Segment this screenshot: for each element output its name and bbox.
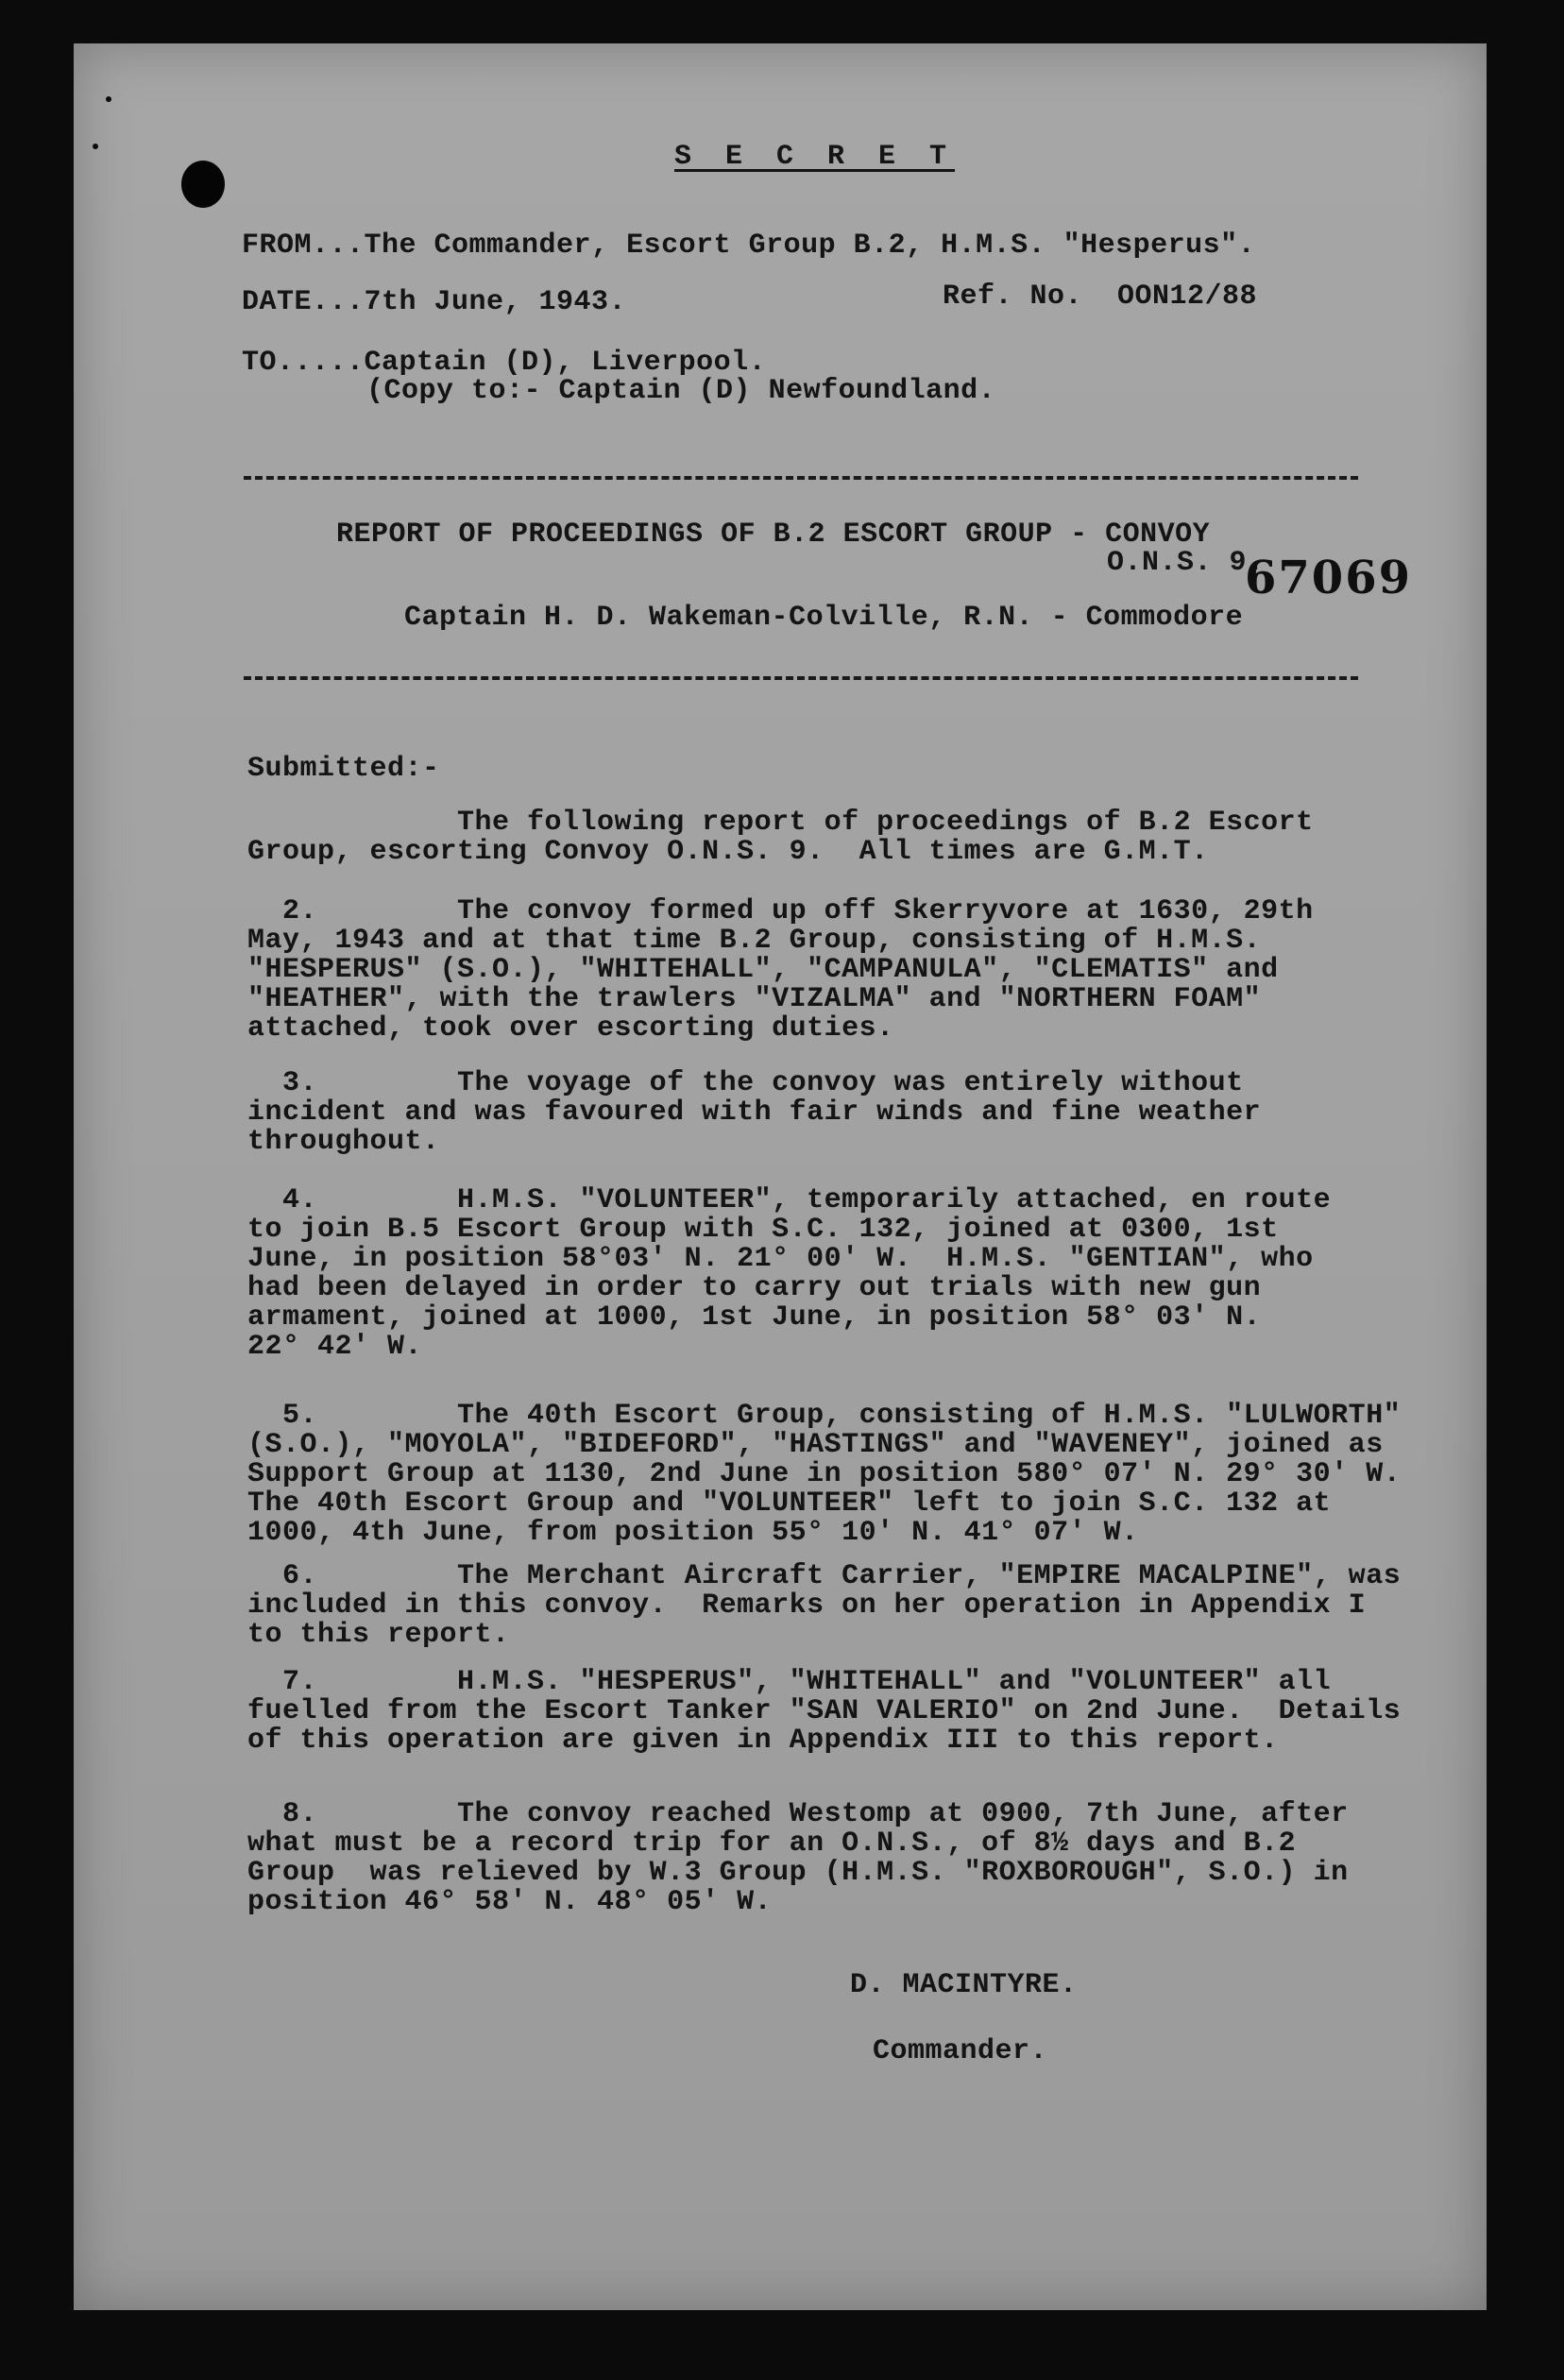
to-line: TO.....Captain (D), Liverpool. <box>242 347 767 379</box>
signature-name: D. MACINTYRE. <box>850 1969 1078 2001</box>
paragraph-2: 2. The convoy formed up off Skerryvore at 1630, 29th May, 1943 and at that time B.2 Group, consisting of H.M.S. "HESPERUS" (S.O.), "WHITEHALL", "CAMPANULA", "CLEMATIS" and "HEATHER", with the trawlers "VIZALMA" and "NORTHERN FOAM" attached, took over escorting duties. <box>247 895 1314 1045</box>
from-line: FROM...The Commander, Escort Group B.2, H.M.S. "Hesperus". <box>242 230 1256 262</box>
report-title-convoy: O.N.S. 9. <box>1107 547 1265 579</box>
signature-rank: Commander. <box>873 2035 1048 2067</box>
paragraph-8: 8. The convoy reached Westomp at 0900, 7th June, after what must be a record trip for an O.N.S., of 8½ days and B.2 Group was relieved by W.3 Group (H.M.S. "ROXBOROUGH", S.O.) in position 46° 58' N. 48° 05' W. <box>247 1798 1349 1918</box>
film-speck <box>106 96 111 102</box>
separator-bottom <box>244 676 1358 680</box>
reference-number: Ref. No. OON12/88 <box>943 280 1258 313</box>
document-page <box>74 43 1487 2310</box>
film-speck <box>93 144 98 149</box>
separator-top <box>244 476 1358 480</box>
date-line: DATE...7th June, 1943. <box>242 286 627 318</box>
paragraph-3: 3. The voyage of the convoy was entirely without incident and was favoured with fair winds and fine weather throughout. <box>247 1067 1262 1158</box>
commodore-line: Captain H. D. Wakeman-Colville, R.N. - Commodore <box>404 602 1244 634</box>
file-stamp-number: 67069 <box>1245 552 1412 604</box>
paragraph-1: The following report of proceedings of B.2 Escort Group, escorting Convoy O.N.S. 9. All times are G.M.T. <box>247 807 1314 868</box>
paragraph-5: 5. The 40th Escort Group, consisting of H.M.S. "LULWORTH" (S.O.), "MOYOLA", "BIDEFORD", "HASTINGS" and "WAVENEY", joined as Support Group at 1130, 2nd June in position 580° 07' N. 29° 30' W. The 40th Escort Group and "VOLUNTEER" left to join S.C. 132 at 1000, 4th June, from position 55° 10' N. 41° 07' W. <box>247 1400 1402 1549</box>
paragraph-7: 7. H.M.S. "HESPERUS", "WHITEHALL" and "VOLUNTEER" all fuelled from the Escort Tanker "SAN VALERIO" on 2nd June. Details of this operation are given in Appendix III to this report. <box>247 1666 1402 1757</box>
report-title: REPORT OF PROCEEDINGS OF B.2 ESCORT GROUP - CONVOY <box>336 518 1211 551</box>
punch-hole <box>181 161 225 208</box>
paragraph-4: 4. H.M.S. "VOLUNTEER", temporarily attached, en route to join B.5 Escort Group with S.C. 132, joined at 0300, 1st June, in position 58°03' N. 21° 00' W. H.M.S. "GENTIAN", who had been delayed in order to carry out trials with new gun armament, joined at 1000, 1st June, in position 58° 03' N. 22° 42' W. <box>247 1184 1332 1363</box>
paragraph-6: 6. The Merchant Aircraft Carrier, "EMPIRE MACALPINE", was included in this convoy. Remarks on her operation in Appendix I to this report. <box>247 1560 1402 1651</box>
submitted-line: Submitted:- <box>247 753 440 785</box>
copy-to-line: (Copy to:- Captain (D) Newfoundland. <box>366 375 996 407</box>
classification-heading: S E C R E T <box>674 141 956 173</box>
